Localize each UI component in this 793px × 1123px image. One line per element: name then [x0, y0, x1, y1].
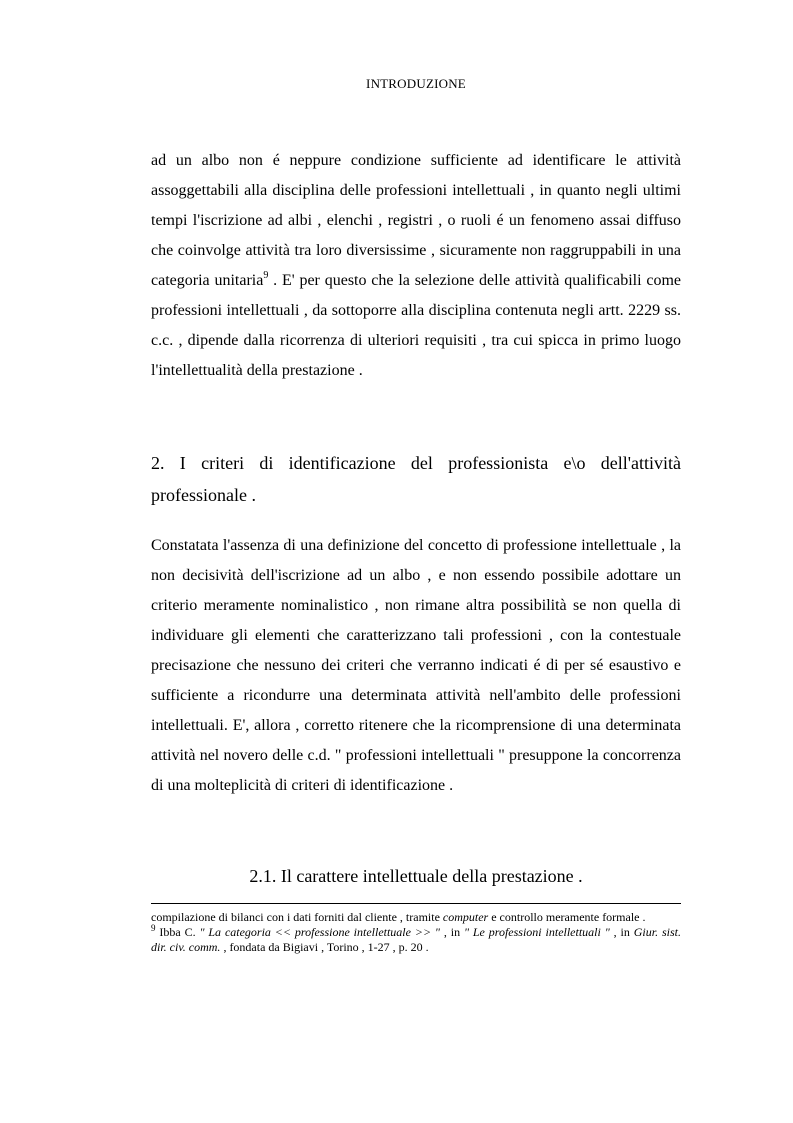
footnote-number: 9: [151, 923, 156, 933]
footnote-reference-9: 9: [263, 270, 269, 281]
paragraph-text-after-ref: . E' per questo che la selezione delle attività qualificabili come professioni intellettuali , da sottoporre alla disciplina contenuta negli artt. 2229 ss. c.c. , dipende dalla ricorrenza di ulteriori requisiti , tra cui spicca in primo luogo l'intellettualità della prestazione .: [151, 272, 682, 379]
paragraph-text-before-ref: ad un albo non é neppure condizione sufficiente ad identificare le attività assoggettabili alla disciplina delle professioni intellettuali , in quanto negli ultimi tempi l'iscrizione ad albi , elenchi , registri , o ruoli é un fenomeno assai diffuso che coinvolge attività tra loro diversissime , sicuramente non raggruppabili in una categoria unitaria: [151, 152, 681, 289]
footnote-journal-title: Giur. sist. dir. civ. comm.: [151, 925, 681, 954]
running-head: INTRODUZIONE: [366, 76, 466, 91]
footnote-9: $^9$ Ibba C. " La categoria << professione intellettuale >> " , in " Le professioni intellettuali " , in Giur. sist. dir. civ. comm. , fondata da Bigiavi , Torino , 1-27 , p. 20 .: [151, 923, 681, 954]
footnote-book-title: " Le professioni intellettuali ": [463, 925, 610, 939]
section-heading: 2. I criteri di identificazione del professionista e\o dell'attività professionale .: [151, 453, 681, 505]
footnotes: [151, 910, 681, 955]
paragraph-continued: [151, 146, 681, 386]
footnote-continued: compilazione di bilanci con i dati forniti dal cliente , tramite computer e controllo meramente formale .: [151, 910, 646, 924]
footnote-article-title: " La categoria << professione intellettuale >> ": [199, 925, 440, 939]
subsection-heading: 2.1. Il carattere intellettuale della prestazione .: [249, 866, 583, 886]
footnote-separator: [151, 903, 681, 904]
paragraph-criteria: Constatata l'assenza di una definizione del concetto di professione intellettuale , la non decisività dell'iscrizione ad un albo , e non essendo possibile adottare un criterio meramente nominalistico , non rimane altra possibilità se non quella di individuare gli elementi che caratterizzano tali professioni , con la contestuale precisazione che nessuno dei criteri che verranno indicati é di per sé esaustivo e sufficiente a ricondurre una determinata attività nell'ambito delle professioni intellettuali. E', allora , corretto ritenere che la ricomprensione di una determinata attività nel novero delle c.d. " professioni intellettuali " presuppone la concorrenza di una molteplicità di criteri di identificazione .: [151, 537, 681, 794]
footnote-italic-term: computer: [442, 910, 489, 924]
